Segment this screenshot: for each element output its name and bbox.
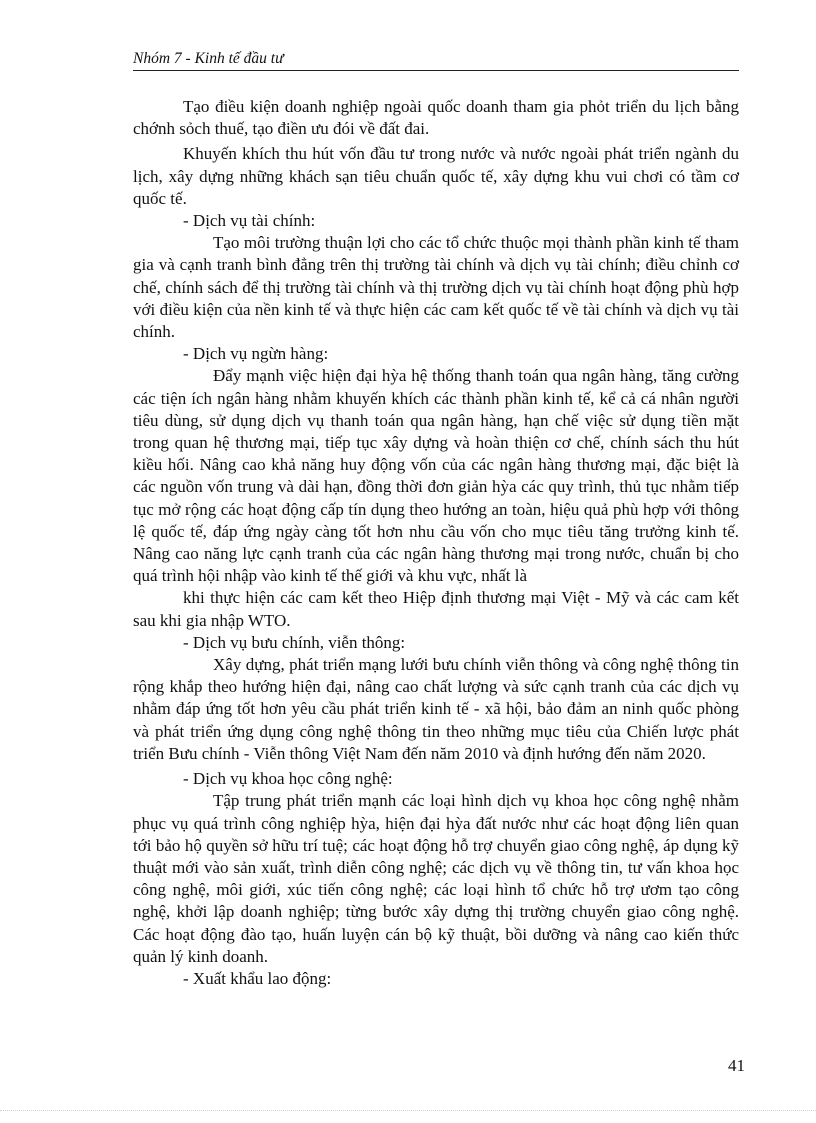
section-heading: - Dịch vụ bưu chính, viễn thông: xyxy=(183,632,406,652)
paragraph: Tạo điều kiện doanh nghiệp ngoài quốc doanh tham gia phỏt triển du lịch bằng chớnh sỏch thuế, tạo điền ưu đói về đất đai. xyxy=(133,97,739,139)
section-heading: - Xuất khẩu lao động: xyxy=(183,968,332,988)
section-heading: - Dịch vụ tài chính: xyxy=(183,211,316,231)
paragraph: Tạo môi trường thuận lợi cho các tổ chức thuộc mọi thành phần kinh tế tham gia và cạnh tranh bình đẳng trên thị trường tài chính và dịch vụ tài chính; điều chỉnh cơ chế, chính sách để thị trường tài chính và thị trường dịch vụ tài chính hoạt động phù hợp với điều kiện của nền kinh tế và thực hiện các cam kết quốc tế về tài chính và dịch vụ tài chính. xyxy=(133,233,739,342)
page-number: 41 xyxy=(728,1056,745,1075)
header-title: Nhóm 7 - Kinh tế đầu tư xyxy=(133,50,284,67)
document-body xyxy=(133,96,739,990)
paragraph: Đẩy mạnh việc hiện đại hỳa hệ thống thanh toán qua ngân hàng, tăng cường các tiện ích ngân hàng nhằm khuyến khích các thành phần kinh tế, kể cả cá nhân người tiêu dùng, sử dụng dịch vụ thanh toán qua ngân hàng, hạn chế việc sử dụng tiền mặt trong quan hệ thương mại, tiếp tục xây dựng và hoàn thiện cơ chế, chính sách thu hút kiều hối. Nâng cao khả năng huy động vốn của các ngân hàng thương mại, đặc biệt là các nguồn vốn trung và dài hạn, đồng thời đơn giản hỳa các quy trình, thủ tục nhằm tiếp tục mở rộng các hoạt động cấp tín dụng theo hướng an toàn, hiệu quả phù hợp với thông lệ quốc tế, đáp ứng ngày càng tốt hơn nhu cầu vốn cho mục tiêu tăng trưởng kinh tế. Nâng cao năng lực cạnh tranh của các ngân hàng thương mại trong nước, chuẩn bị cho quá trình hội nhập vào kinh tế thế giới và khu vực, nhất là xyxy=(133,366,739,586)
page-bottom-border xyxy=(0,1110,816,1111)
paragraph: Khuyến khích thu hút vốn đầu tư trong nước và nước ngoài phát triển ngành du lịch, xây dựng những khách sạn tiêu chuẩn quốc tế, xây dựng khu vui chơi có tầm cơ quốc tế. xyxy=(133,144,739,208)
running-header xyxy=(133,50,739,71)
section-heading: - Dịch vụ khoa học công nghệ: xyxy=(183,769,393,789)
paragraph: Xây dựng, phát triển mạng lưới bưu chính viễn thông và công nghệ thông tin rộng khắp theo hướng hiện đại, nâng cao chất lượng và sức cạnh tranh của các dịch vụ nhằm đáp ứng tốt hơn yêu cầu phát triển kinh tế - xã hội, bảo đảm an ninh quốc phòng và phát triển ứng dụng công nghệ thông tin theo những mục tiêu của Chiến lược phát triển Bưu chính - Viễn thông Việt Nam đến năm 2010 và định hướng đến năm 2020. xyxy=(133,655,739,763)
paragraph: Tập trung phát triển mạnh các loại hình dịch vụ khoa học công nghệ nhằm phục vụ quá trình công nghiệp hỳa, hiện đại hỳa đất nước như các hoạt động liên quan tới bảo hộ quyền sở hữu trí tuệ; các hoạt động hỗ trợ chuyển giao công nghệ, áp dụng kỹ thuật mới vào sản xuất, trình diễn công nghệ; các dịch vụ về thông tin, tư vấn khoa học công nghệ, môi giới, xúc tiến công nghệ; các loại hình tổ chức hỗ trợ ươm tạo công nghệ, khởi lập doanh nghiệp; từng bước xây dựng thị trường chuyển giao công nghệ. Các hoạt động đào tạo, huấn luyện cán bộ kỹ thuật, bồi dưỡng và nâng cao kiến thức quản lý kinh doanh. xyxy=(133,791,739,966)
paragraph: khi thực hiện các cam kết theo Hiệp định thương mại Việt - Mỹ và các cam kết sau khi gia nhập WTO. xyxy=(133,588,739,630)
section-heading: - Dịch vụ ngừn hàng: xyxy=(183,344,329,364)
